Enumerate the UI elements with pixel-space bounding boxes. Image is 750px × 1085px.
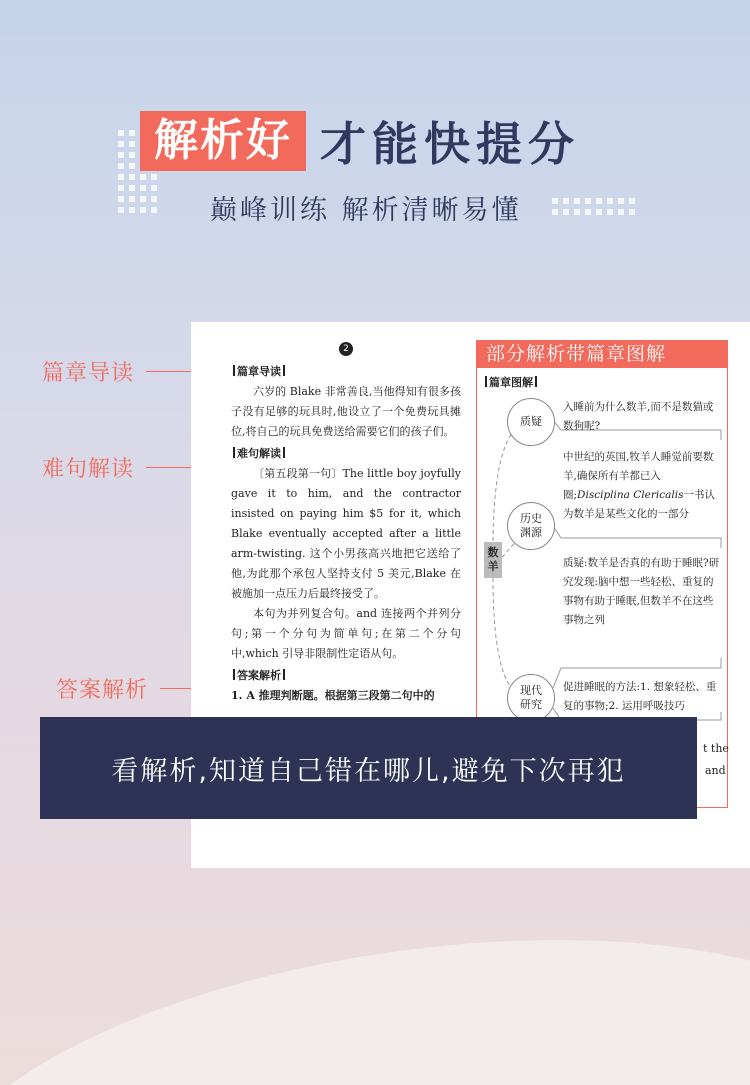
mindmap-node-doubt: 质疑 bbox=[507, 398, 555, 446]
mindmap-node-history: 历史渊源 bbox=[507, 502, 555, 550]
section-heading: 篇章导读 bbox=[231, 362, 461, 382]
hero-rest: 才能快提分 bbox=[320, 117, 580, 171]
section-heading: 篇章图解 bbox=[483, 374, 539, 390]
mindmap-node-modern: 现代研究 bbox=[507, 674, 555, 722]
callout-label: 篇章导读 bbox=[42, 361, 135, 386]
mindmap-text-doubt: 入睡前为什么数羊,而不是数猫或数狗呢? bbox=[563, 401, 714, 432]
overflow-word: and bbox=[705, 764, 726, 777]
page-subtitle: 巅峰训练 解析清晰易懂 bbox=[210, 195, 522, 226]
overflow-word: t the bbox=[703, 742, 729, 755]
hero-highlight: 解析好 bbox=[140, 111, 306, 171]
callout-label: 答案解析 bbox=[56, 678, 149, 703]
section-heading: 难句解读 bbox=[231, 444, 461, 464]
answer-text: 1. A 推理判断题。根据第三段第二句中的 bbox=[231, 689, 435, 702]
section-heading: 答案解析 bbox=[231, 666, 461, 686]
grammar-note-text: 本句为并列复合句。and 连接两个并列分句;第一个分句为简单句;在第二个分句中,which 引导非限制性定语从句。 bbox=[231, 607, 461, 660]
callout-passage-guide bbox=[42, 356, 201, 387]
mindmap-text-history: 中世纪的英国,牧羊人睡觉前要数羊,确保所有羊都已入圈;Disciplina Clericalis一书认为数羊是某些文化的一部分 bbox=[563, 451, 715, 520]
hero-title bbox=[140, 108, 580, 174]
callout-difficult-sentence bbox=[42, 452, 203, 483]
passage-guide-text: 六岁的 Blake 非常善良,当他得知有很多孩子没有足够的玩具时,他设立了一个免费玩具摊位,将自己的玩具免费送给需要它们的孩子们。 bbox=[231, 385, 461, 438]
bottom-banner bbox=[40, 717, 697, 819]
page-number: 2 bbox=[339, 342, 353, 356]
mindmap-root: 数羊 bbox=[484, 542, 502, 578]
background-swoosh bbox=[0, 882, 750, 1085]
callout-answer-analysis bbox=[56, 673, 207, 704]
sentence-analysis-text: 〔第五段第一句〕The little boy joyfully gave it to him, and the contractor insisted on paying him $5 for it, which Blake eventually accepted after a little arm-twisting. 这个小男孩高兴地把它送给了他,为此那个承包人坚持支付 5 美元,Blake 在被施加一点压力后最终接受了。 bbox=[231, 467, 461, 600]
mindmap-text-modern-bottom: 促进睡眠的方法:1. 想象轻松、重复的事物;2. 运用呼吸技巧 bbox=[563, 681, 717, 712]
left-column bbox=[231, 360, 461, 706]
mindmap-text-modern-top: 质疑:数羊是否真的有助于睡眠?研究发现:脑中想一些轻松、重复的事物有助于睡眠,但数羊不在这些事物之列 bbox=[563, 557, 720, 626]
banner-text: 看解析,知道自己错在哪儿,避免下次再犯 bbox=[111, 755, 626, 787]
dot-decoration-right bbox=[552, 198, 635, 215]
callout-label: 难句解读 bbox=[42, 457, 135, 482]
mindmap-panel-header: 部分解析带篇章图解 bbox=[476, 340, 728, 368]
